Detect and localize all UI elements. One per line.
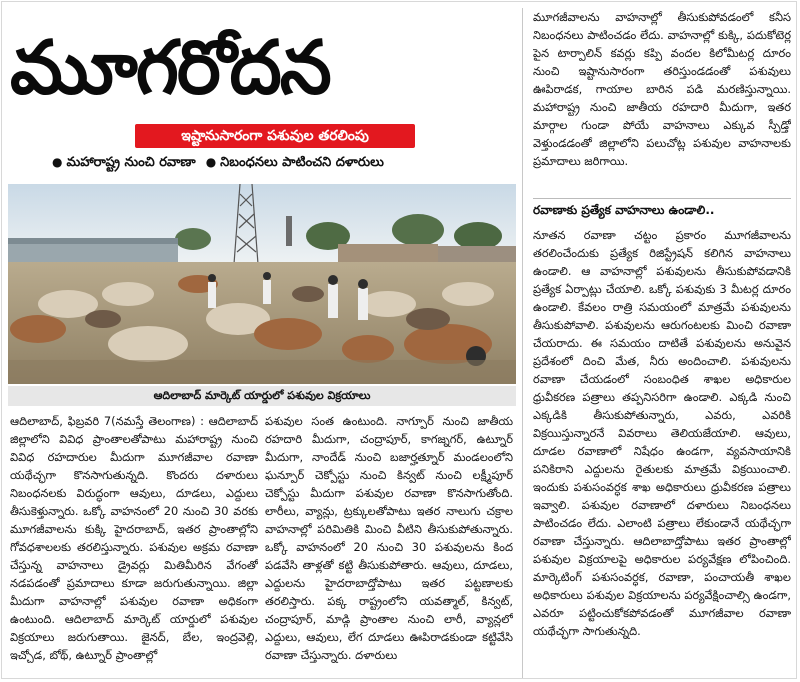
photo-caption: ఆదిలాబాద్ మార్కెట్ యార్డులో పశువుల విక్రయాలు — [8, 386, 516, 406]
news-photo — [8, 184, 516, 384]
article-paragraph: నూతన రవాణా చట్టం ప్రకారం మూగజీవాలను తరలించేందుకు ప్రత్యేక రిజిస్ట్రేషన్ కలిగిన వాహనాలు ఉండాలి. ఆ వాహనాల్లో పశువులను తీసుకుపోవడానికి ప్రత్యేక ఏర్పాట్లు చేయాలి. ఒక్కో పశువుకు 3 మీటర్ల దూరం ఉండాలి. కేవలం రాత్రి సమయంలో మాత్రమే పశువులను తీసుకుపోవాలి. పశువులను ఆరుగంటలకు మించి రవాణా చేయరాదు. ఈ సమయం దాటితే పశువులను అనువైన ప్రదేశంలో దించి మేత, నీరు అందించాలి. పశువులను రవాణా చేయడంలో సంబంధిత శాఖల అధికారుల ధ్రువీకరణ పత్రాలు తప్పనిసరిగా ఉండాలి. ఎక్కడి నుంచి ఎక్కడికి తీసుకుపోతున్నారు, ఎవరు, ఎవరికి విక్రయిస్తున్నారనే వివరాలు తెలియజేయాలి. ఆవులు, దూడల రవాణాలో నిషేధం ఉండగా, వ్యవసాయానికి పనికిరాని ఎద్దులను రైతులకు మాత్రమే విక్రయించాలి. ఇందుకు పశుసంవర్ధక శాఖ అధికారులు ధ్రువీకరణ పత్రాలు ఇవ్వాలి. పశువుల రవాణాలో దళారులు నిబంధనలు పాటించడం లేదు. ఎలాంటి పత్రాలు లేకుండానే యథేచ్ఛగా రవాణా చేస్తున్నారు. ఆదిలాబాద్తోపాటు ఇతర ప్రాంతాల్లో పశువుల విక్రయాలపై అధికారుల పర్యవేక్షణ లోపించింది. మార్కెటింగ్ పశుసంవర్ధక, రవాణా, పంచాయతీ శాఖల అధికారులు పశువుల విక్రయాలను పర్యవేక్షించాల్సి ఉండగా, ఎవరూ పట్టించుకోకపోవడంతో మూగజీవాల రవాణా యథేచ్ఛగా సాగుతున్నది. — [533, 228, 791, 638]
kicker-banner: ఇష్టానుసారంగా పశువుల తరలింపు — [135, 124, 415, 148]
article-paragraph: పశువుల సంత ఉంటుంది. నాగ్పూర్ నుంచి జాతీయ రహదారి మీదుగా, చంద్రాపూర్, కాగజ్నగర్, ఉట్నూర్ మీదుగా, నాందేడ్ నుంచి బజార్హత్నూర్ మండలంలోని ఘన్పూర్ చెక్పోస్టు నుంచి కిన్వట్ నుంచి లక్ష్మీపూర్ చెక్పోస్టు మీదుగా పశువుల రవాణా కొనసాగుతోంది. లారీలు, వ్యాన్లు, ట్రక్కులతోపాటు ఇతర నాలుగు చక్రాల వాహనాల్లో పరిమితికి మించి వీటిని తీసుకుపోతున్నారు. ఒక్కో వాహనంలో 20 నుంచి 30 పశువులను కింద పడవేసి తాళ్లతో కట్టి తీసుకుపోతారు. ఆవులు, దూడలు, ఎద్దులను హైదరాబాద్తోపాటు ఇతర పట్టణాలకు తరలిస్తారు. పక్క రాష్ట్రంలోని యవత్మాల్, కిన్వట్, చంద్రాపూర్, మాడ్గి ప్రాంతాల నుంచి లారీ, వ్యాన్లలో ఎద్దులు, ఆవులు, లేగ దూడలు ఊపిరాడకుండా కట్టివేసి రవాణా చేస్తున్నారు. దళారులు — [265, 414, 513, 662]
article-column-3-bottom — [533, 226, 791, 676]
bullet-item: నిబంధనలు పాటించని దళారులు — [220, 155, 384, 170]
article-column-2 — [265, 412, 513, 678]
article-column-3-top — [533, 8, 791, 193]
article-paragraph: ఆదిలాబాద్, ఫిబ్రవరి 7(నమస్తే తెలంగాణ) : ఆదిలాబాద్ జిల్లాలోని వివిధ ప్రాంతాలతోపాటు మహారాష్ట్ర నుంచి వివిధ రహదారుల మీదుగా మూగజీవాల రవాణా యథేచ్ఛగా కొనసాగుతున్నది. కొందరు దళారులు నిబంధనలకు విరుద్ధంగా ఆవులు, దూడలు, ఎద్దులు తీసుకెళ్తున్నారు. ఒక్కో వాహనంలో 20 నుంచి 30 వరకు మూగజీవాలను కుక్కి హైదరాబాద్, ఇతర ప్రాంతాల్లోని గోవధశాలలకు తరలిస్తున్నారు. పశువుల అక్రమ రవాణా చేస్తున్న వాహనాలు డ్రైవర్లు మితిమీరిన వేగంతో నడపడంతో ప్రమాదాలు కూడా జరుగుతున్నాయి. జిల్లా మీదుగా వాహనాల్లో పశువుల రవాణా అధికంగా ఉంటుంది. ఆదిలాబాద్ మార్కెట్ యార్డులో పశువుల విక్రయాలు జరుగుతాయి. జైనద్, బేల, ఇంద్రవెల్లి, ఇచ్చోడ, బోథ్, ఉట్నూర్ ప్రాంతాల్లో — [10, 414, 258, 662]
column-divider — [522, 8, 523, 678]
headline: మూగరోదన — [10, 25, 330, 111]
bullet-item: మహారాష్ట్ర నుంచి రవాణా — [66, 155, 196, 170]
bullet-line — [52, 151, 502, 173]
sub-heading: రవాణాకు ప్రత్యేక వాహనాలు ఉండాలి.. — [533, 198, 791, 221]
bullet-icon: ● — [205, 155, 217, 169]
article-column-1 — [10, 412, 258, 678]
bullet-icon: ● — [52, 155, 63, 169]
article-paragraph: మూగజీవాలను వాహనాల్లో తీసుకుపోవడంలో కనీస నిబంధనలు పాటించడం లేదు. వాహనాల్లో కుక్కి, పదుకోటెర్ల పైన టార్పాలిన్ కవర్లు కప్పి వందల కిలోమీటర్ల దూరం నుంచి ఇష్టానుసారంగా తరిస్తుండడంతో పశువులు ఊపిరాడక, గాయాల బారిన పడి మరణిస్తున్నాయి. మహారాష్ట్ర నుంచి జాతీయ రహదారి మీదుగా, ఇతర మార్గాల గుండా పోయే వాహనాలు ఎక్కువ స్పీడ్తో వెళ్తుండడంతో జిల్లాలోని పలుచోట్ల పశువుల వాహనాలకు ప్రమాదాలు జరిగాయి. — [533, 10, 791, 168]
